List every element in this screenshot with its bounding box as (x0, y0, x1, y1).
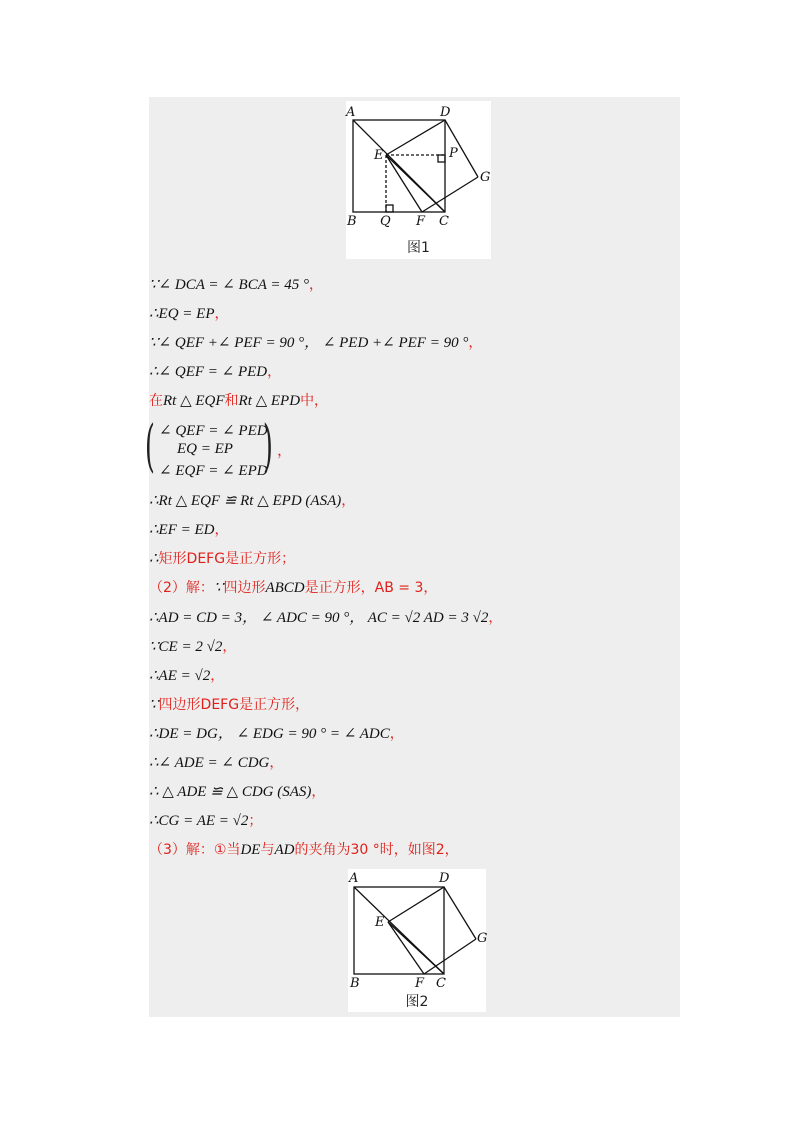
fig2-label-A: A (349, 871, 359, 886)
fig2-label-F: F (415, 976, 425, 991)
proof-line-16: ∴ △ ADE ≌ △ CDG (SAS)， (149, 784, 326, 800)
proof-line-5: 在Rt △ EQF和Rt △ EPD中， (149, 393, 329, 409)
figure-1-caption: 图1 (407, 240, 430, 256)
fig2-label-D: D (439, 871, 450, 886)
figure-2-caption: 图2 (405, 994, 429, 1010)
proof-line-12: ∴AE = √2， (149, 668, 225, 684)
system-row-1: ∠ QEF = ∠ PED (159, 423, 268, 439)
equation-system (145, 414, 293, 479)
label-A: A (346, 105, 356, 120)
proof-line-8: ∴矩形DEFG是正方形； (149, 551, 296, 567)
label-C: C (439, 214, 449, 229)
proof-line-15: ∴∠ ADE = ∠ CDG， (149, 755, 284, 771)
figure-2 (348, 869, 486, 1012)
proof-line-2: ∴EQ = EP， (149, 306, 229, 322)
document-panel (145, 97, 680, 1017)
left-brace: ( (145, 414, 155, 479)
label-D: D (440, 105, 451, 120)
figure-1-diagram (346, 101, 491, 259)
figure-1 (346, 101, 491, 259)
proof-line-1: ∵∠ DCA = ∠ BCA = 45 °， (149, 277, 323, 293)
fig2-label-E: E (375, 915, 385, 930)
label-F: F (416, 214, 426, 229)
right-paren: ) (263, 414, 273, 479)
system-row-2: EQ = EP (177, 441, 233, 457)
label-E: E (374, 148, 384, 163)
proof-line-18: （3）解：①当DE与AD的夹角为30 °时，如图2， (149, 842, 459, 858)
proof-line-14: ∴DE = DG， ∠ EDG = 90 ° = ∠ ADC， (149, 726, 404, 742)
label-B: B (347, 214, 357, 229)
proof-line-6: ∴Rt △ EQF ≌ Rt △ EPD (ASA)， (149, 493, 356, 509)
proof-line-10: ∴AD = CD = 3， ∠ ADC = 90 °， AC = √2 AD = 3 √2， (149, 610, 503, 626)
proof-line-13: ∵四边形DEFG是正方形， (149, 697, 310, 713)
fig2-label-C: C (436, 976, 446, 991)
proof-line-4: ∴∠ QEF = ∠ PED， (149, 364, 282, 380)
system-comma: ， (277, 443, 293, 459)
fig2-label-G: G (477, 931, 488, 946)
system-row-3: ∠ EQF = ∠ EPD (159, 463, 268, 479)
proof-line-17: ∴CG = AE = √2； (149, 813, 263, 829)
fig2-label-B: B (350, 976, 360, 991)
label-P: P (449, 146, 458, 161)
proof-line-7: ∴EF = ED， (149, 522, 229, 538)
proof-line-9: （2）解：∵四边形ABCD是正方形，AB = 3， (149, 580, 438, 596)
label-G: G (480, 170, 491, 185)
proof-line-11: ∵CE = 2 √2， (149, 639, 237, 655)
label-Q: Q (380, 214, 391, 229)
proof-line-3: ∵∠ QEF +∠ PEF = 90 °， ∠ PED +∠ PEF = 90 °， (149, 335, 483, 351)
